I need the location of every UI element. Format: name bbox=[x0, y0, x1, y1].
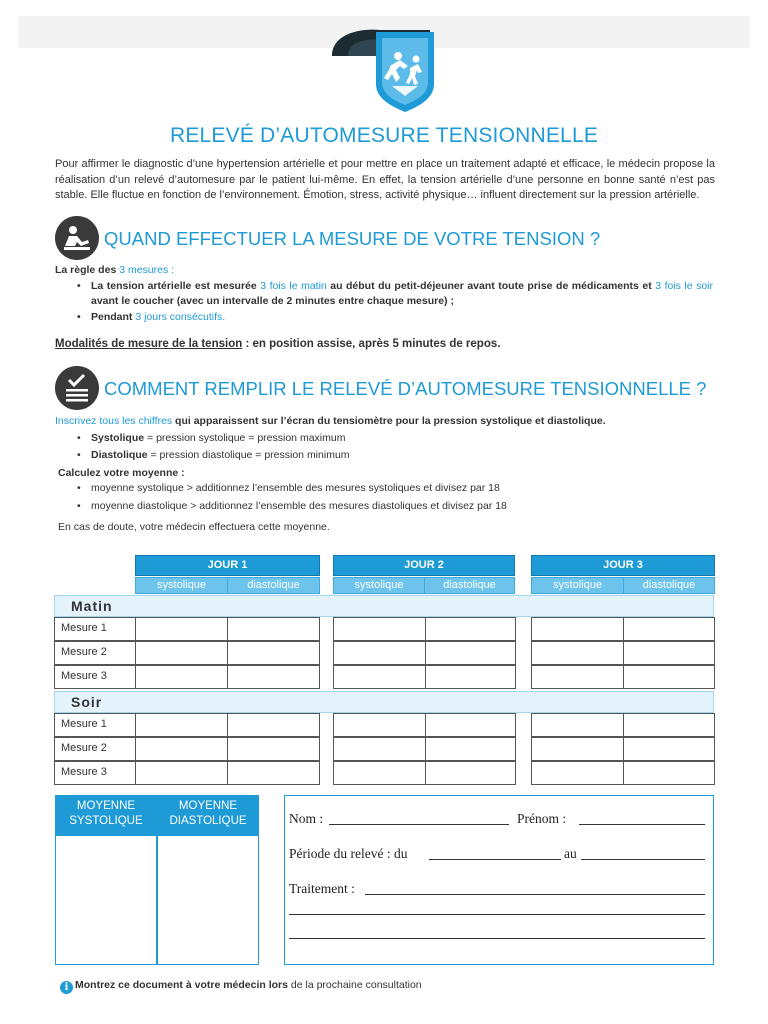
section1-rules bbox=[55, 263, 713, 325]
morning-measure-3-day3-diastolique-cell[interactable] bbox=[623, 665, 715, 689]
morning-label: Matin bbox=[71, 598, 113, 614]
evening-measure-3-day1-diastolique-cell[interactable] bbox=[227, 761, 320, 785]
evening-measure-2-day3-diastolique-cell[interactable] bbox=[623, 737, 715, 761]
day1-systolique-header: systolique bbox=[135, 577, 228, 594]
evening-row-label: Mesure 2 bbox=[54, 737, 135, 761]
rule-prefix: La règle des bbox=[55, 264, 120, 276]
morning-row-label: Mesure 1 bbox=[54, 617, 135, 641]
day2-diastolique-header: diastolique bbox=[424, 577, 515, 594]
doubt-line: En cas de doute, votre médecin effectuera cette moyenne. bbox=[58, 521, 330, 533]
checklist-icon bbox=[55, 366, 99, 410]
morning-measure-1-day1-diastolique-cell[interactable] bbox=[227, 617, 320, 641]
day3-header: JOUR 3 bbox=[531, 555, 715, 576]
evening-measure-3-day3-diastolique-cell[interactable] bbox=[623, 761, 715, 785]
morning-measure-2-day1-diastolique-cell[interactable] bbox=[227, 641, 320, 665]
evening-measure-2-day1-systolique-cell[interactable] bbox=[135, 737, 228, 761]
morning-measure-2-day3-systolique-cell[interactable] bbox=[531, 641, 624, 665]
logo-shield-icon bbox=[330, 26, 440, 116]
rule-highlight: 3 mesures : bbox=[119, 264, 175, 276]
nom-label: Nom : bbox=[289, 811, 324, 826]
day2-systolique-header: systolique bbox=[333, 577, 425, 594]
section1-title: QUAND EFFECTUER LA MESURE DE VOTRE TENSION ? bbox=[104, 228, 601, 249]
morning-measure-1-day3-diastolique-cell[interactable] bbox=[623, 617, 715, 641]
section2-title: COMMENT REMPLIR LE RELEVÉ D’AUTOMESURE TENSIONNELLE ? bbox=[104, 378, 707, 399]
evening-measure-1-day2-systolique-cell[interactable] bbox=[333, 713, 426, 737]
evening-measure-1-day1-systolique-cell[interactable] bbox=[135, 713, 228, 737]
b2-highlight: 3 jours consécutifs. bbox=[135, 310, 226, 323]
calc-bullet-1: • moyenne systolique > additionnez l’ensemble des mesures systoliques et divisez par 18 bbox=[55, 481, 606, 497]
traitement-label: Traitement : bbox=[289, 881, 355, 896]
morning-measure-2-day2-systolique-cell[interactable] bbox=[333, 641, 426, 665]
morning-measure-3-day1-diastolique-cell[interactable] bbox=[227, 665, 320, 689]
evening-band bbox=[54, 691, 714, 713]
evening-measure-2-day2-diastolique-cell[interactable] bbox=[425, 737, 516, 761]
evening-measure-2-day2-systolique-cell[interactable] bbox=[333, 737, 426, 761]
average-systolic-field[interactable] bbox=[55, 835, 157, 965]
traitement-field-3[interactable] bbox=[289, 938, 705, 939]
morning-measure-3-day3-systolique-cell[interactable] bbox=[531, 665, 624, 689]
evening-measure-3-day1-systolique-cell[interactable] bbox=[135, 761, 228, 785]
morning-measure-3-day2-systolique-cell[interactable] bbox=[333, 665, 426, 689]
morning-measure-2-day1-systolique-cell[interactable] bbox=[135, 641, 228, 665]
inscrivez-text: qui apparaissent sur l’écran du tensiomètre pour la pression systolique et diastolique. bbox=[172, 415, 606, 427]
day3-diastolique-header: diastolique bbox=[623, 577, 715, 594]
evening-measure-2-day1-diastolique-cell[interactable] bbox=[227, 737, 320, 761]
sys-label: Systolique bbox=[91, 431, 145, 444]
prenom-field[interactable] bbox=[579, 824, 705, 825]
b1-text-1: La tension artérielle est mesurée bbox=[91, 279, 261, 292]
morning-measure-3-day2-diastolique-cell[interactable] bbox=[425, 665, 516, 689]
morning-measure-1-day3-systolique-cell[interactable] bbox=[531, 617, 624, 641]
periode-start-field[interactable] bbox=[429, 859, 561, 860]
average-diastolic-field[interactable] bbox=[157, 835, 259, 965]
evening-measure-1-day1-diastolique-cell[interactable] bbox=[227, 713, 320, 737]
day3-systolique-header: systolique bbox=[531, 577, 624, 594]
evening-measure-1-day3-diastolique-cell[interactable] bbox=[623, 713, 715, 737]
morning-row-label: Mesure 3 bbox=[54, 665, 135, 689]
dia-label: Diastolique bbox=[91, 449, 148, 461]
info-icon: i bbox=[60, 981, 73, 994]
b1-highlight-2: 3 fois le soir bbox=[655, 279, 714, 292]
intro-paragraph: Pour affirmer le diagnostic d’une hypertension artérielle et pour mettre en place un traitement adapté et efficace, le médecin propose la réalisation d’un relevé d’automesure par le patient lui-même. En effet, la tension artérielle d’une personne en bonne santé n’est pas stable. Elle fluctue en fonction de l’environnement. Émotion, stress, activité physique… influent directement sur la pression artérielle. bbox=[55, 158, 715, 201]
day1-diastolique-header: diastolique bbox=[227, 577, 320, 594]
footer-text-1: Montrez ce document à votre médecin lors bbox=[75, 979, 288, 991]
patient-measure-icon bbox=[55, 216, 99, 260]
systolique-bullet bbox=[55, 431, 606, 447]
modalites-line bbox=[55, 337, 500, 353]
morning-measure-2-day3-diastolique-cell[interactable] bbox=[623, 641, 715, 665]
traitement-field-1[interactable] bbox=[365, 894, 705, 895]
average-systolic-header: MOYENNE SYSTOLIQUE bbox=[55, 795, 157, 835]
traitement-field-2[interactable] bbox=[289, 914, 705, 915]
evening-measure-1-day3-systolique-cell[interactable] bbox=[531, 713, 624, 737]
evening-measure-1-day2-diastolique-cell[interactable] bbox=[425, 713, 516, 737]
b1-highlight-1: 3 fois le matin bbox=[260, 279, 327, 292]
day2-header: JOUR 2 bbox=[333, 555, 515, 576]
nom-field[interactable] bbox=[329, 824, 509, 825]
inscrivez-highlight: Inscrivez tous les chiffres bbox=[55, 415, 173, 427]
rule-bullet-2 bbox=[55, 310, 713, 326]
evening-row-label: Mesure 3 bbox=[54, 761, 135, 785]
b1-text-2: au début du petit-déjeuner avant toute prise de médicaments et bbox=[326, 279, 656, 292]
periode-end-field[interactable] bbox=[581, 859, 705, 860]
b1-text-3: avant le coucher (avec un intervalle de 2 minutes entre chaque mesure) ; bbox=[91, 295, 454, 307]
footer-note bbox=[60, 979, 422, 994]
average-diastolic-header: MOYENNE DIASTOLIQUE bbox=[157, 795, 259, 835]
morning-row-label: Mesure 2 bbox=[54, 641, 135, 665]
morning-measure-1-day2-systolique-cell[interactable] bbox=[333, 617, 426, 641]
evening-row-label: Mesure 1 bbox=[54, 713, 135, 737]
morning-measure-1-day2-diastolique-cell[interactable] bbox=[425, 617, 516, 641]
au-label: au bbox=[564, 846, 577, 861]
morning-band bbox=[54, 595, 714, 617]
morning-measure-2-day2-diastolique-cell[interactable] bbox=[425, 641, 516, 665]
calc-bullet-2: • moyenne diastolique > additionnez l’ensemble des mesures diastoliques et divisez par 18 bbox=[55, 499, 606, 515]
rule-bullet-1 bbox=[55, 279, 713, 310]
patient-info-box bbox=[284, 795, 714, 965]
rule-line bbox=[55, 263, 713, 279]
inscrivez-line bbox=[55, 414, 606, 430]
evening-label: Soir bbox=[71, 694, 103, 710]
periode-label: Période du relevé : du bbox=[289, 846, 408, 861]
day1-header: JOUR 1 bbox=[135, 555, 320, 576]
footer-text-2: de la prochaine consultation bbox=[287, 979, 422, 991]
evening-measure-2-day3-systolique-cell[interactable] bbox=[531, 737, 624, 761]
modalites-label: Modalités de mesure de la tension bbox=[55, 338, 243, 350]
page-title: RELEVÉ D’AUTOMESURE TENSIONNELLE bbox=[169, 124, 599, 147]
modalites-text: : en position assise, après 5 minutes de repos. bbox=[242, 338, 501, 350]
prenom-label: Prénom : bbox=[517, 811, 567, 826]
calc-title: Calculez votre moyenne : bbox=[58, 466, 185, 479]
sys-text: = pression systolique = pression maximum bbox=[144, 431, 346, 444]
evening-measure-3-day3-systolique-cell[interactable] bbox=[531, 761, 624, 785]
evening-measure-3-day2-systolique-cell[interactable] bbox=[333, 761, 426, 785]
morning-measure-1-day1-systolique-cell[interactable] bbox=[135, 617, 228, 641]
evening-measure-3-day2-diastolique-cell[interactable] bbox=[425, 761, 516, 785]
b2-text: Pendant bbox=[91, 310, 136, 323]
diastolique-bullet bbox=[55, 448, 606, 464]
section2-instructions bbox=[55, 414, 606, 536]
morning-measure-3-day1-systolique-cell[interactable] bbox=[135, 665, 228, 689]
dia-text: = pression diastolique = pression minimum bbox=[147, 449, 350, 461]
